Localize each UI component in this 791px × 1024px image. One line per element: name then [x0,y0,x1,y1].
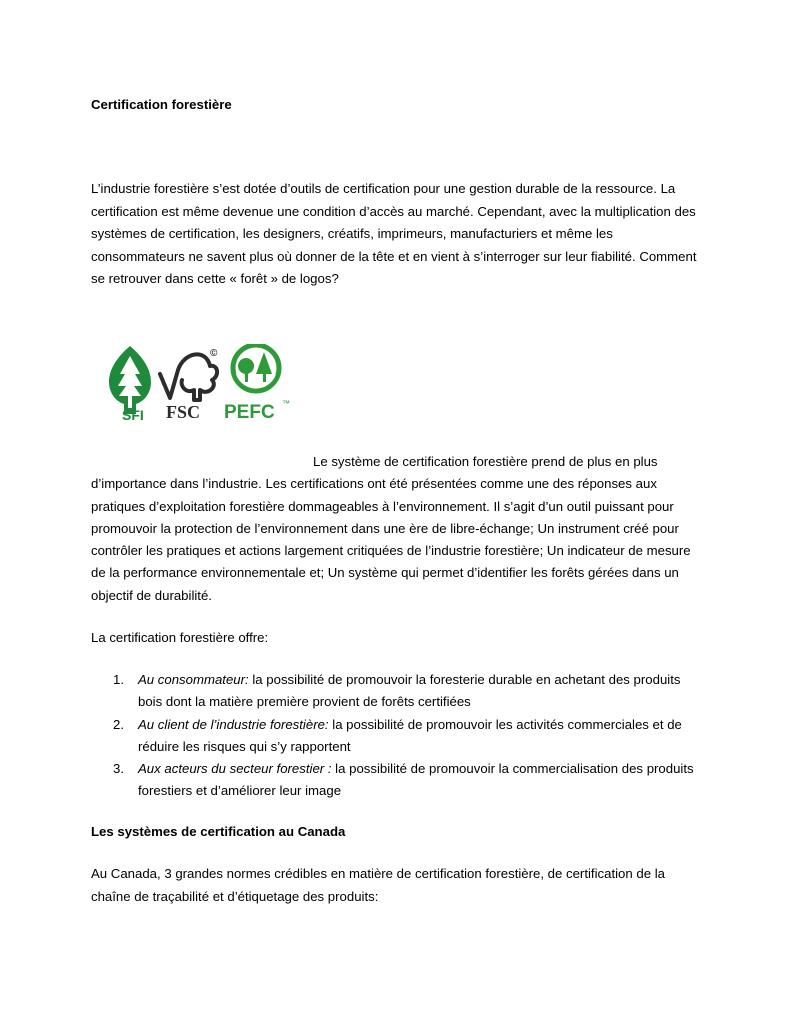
sfi-label: SFI [122,407,144,422]
offer-intro: La certification forestière offre: [91,630,269,645]
list-item-text: la possibilité de promouvoir la foresterie durable en achetant des produits bois dont la matière première provient de forêts certifiées [138,672,681,710]
intro-paragraph: L’industrie forestière s’est dotée d’outils de certification pour une gestion durable de la ressource. La certification est même devenue une condition d’accès au marché. Cependant, avec la multiplication des systèmes de certification, les designers, créatifs, imprimeurs, manufacturiers et même les consommateurs ne savent plus où donner de la tête et en vient à s’interroger sur leur fiabilité. Comment se retrouver dans cette « forêt » de logos? [91,181,697,286]
sfi-logo [109,346,151,422]
fsc-logo [160,348,218,422]
canada-paragraph: Au Canada, 3 grandes normes crédibles en matière de certification forestière, de certification de la chaîne de traçabilité et d’étiquetage des produits: [91,866,665,904]
page-title: Certification forestière [91,97,232,112]
list-item [91,669,703,714]
list-item [91,758,703,803]
list-item [91,714,703,759]
fsc-label: FSC [166,402,201,422]
system-paragraph-text: Le système de certification forestière prend de plus en plus d’importance dans l’industrie. Les certifications ont été présentées comme une des réponses aux pratiques d’exploitation forestière dommageables à l’environnement. Il s’agit d’un outil puissant pour promouvoir la protection de l’environnement dans une ère de libre-échange; Un instrument créé pour contrôler les pratiques et actions largement critiquées de l’industrie forestière; Un indicateur de mesure de la performance environnementale et; Un système qui permet d’identifier les forêts gérées dans un objectif de durabilité. [91,454,691,603]
pefc-logo [224,345,290,422]
list-item-label: Aux acteurs du secteur forestier : [138,761,332,777]
list-item-text: la possibilité de promouvoir la commercialisation des produits forestiers et d’améliorer leur image [138,761,694,799]
list-item-number: 3. [113,761,124,777]
list-item-label: Au consommateur: [138,672,249,687]
canada-heading: Les systèmes de certification au Canada [91,824,346,839]
list-item-number: 2. [113,716,124,732]
pefc-tm-mark: ™ [282,399,290,408]
pefc-label: PEFC [224,402,275,422]
system-paragraph [91,451,703,607]
pefc-tree-left-icon [238,358,254,374]
list-item-number: 1. [113,672,124,687]
pefc-tree-right-icon [256,352,272,374]
offers-list [91,669,703,803]
list-item-label: Au client de l’industrie forestière: [138,716,329,732]
certification-logos [106,344,292,422]
fsc-copyright-mark: © [210,348,218,359]
fsc-checkmark-tree-icon [160,354,217,400]
list-item-text: la possibilité de promouvoir les activités commerciales et de réduire les risques qui s’y rapportent [138,716,682,754]
